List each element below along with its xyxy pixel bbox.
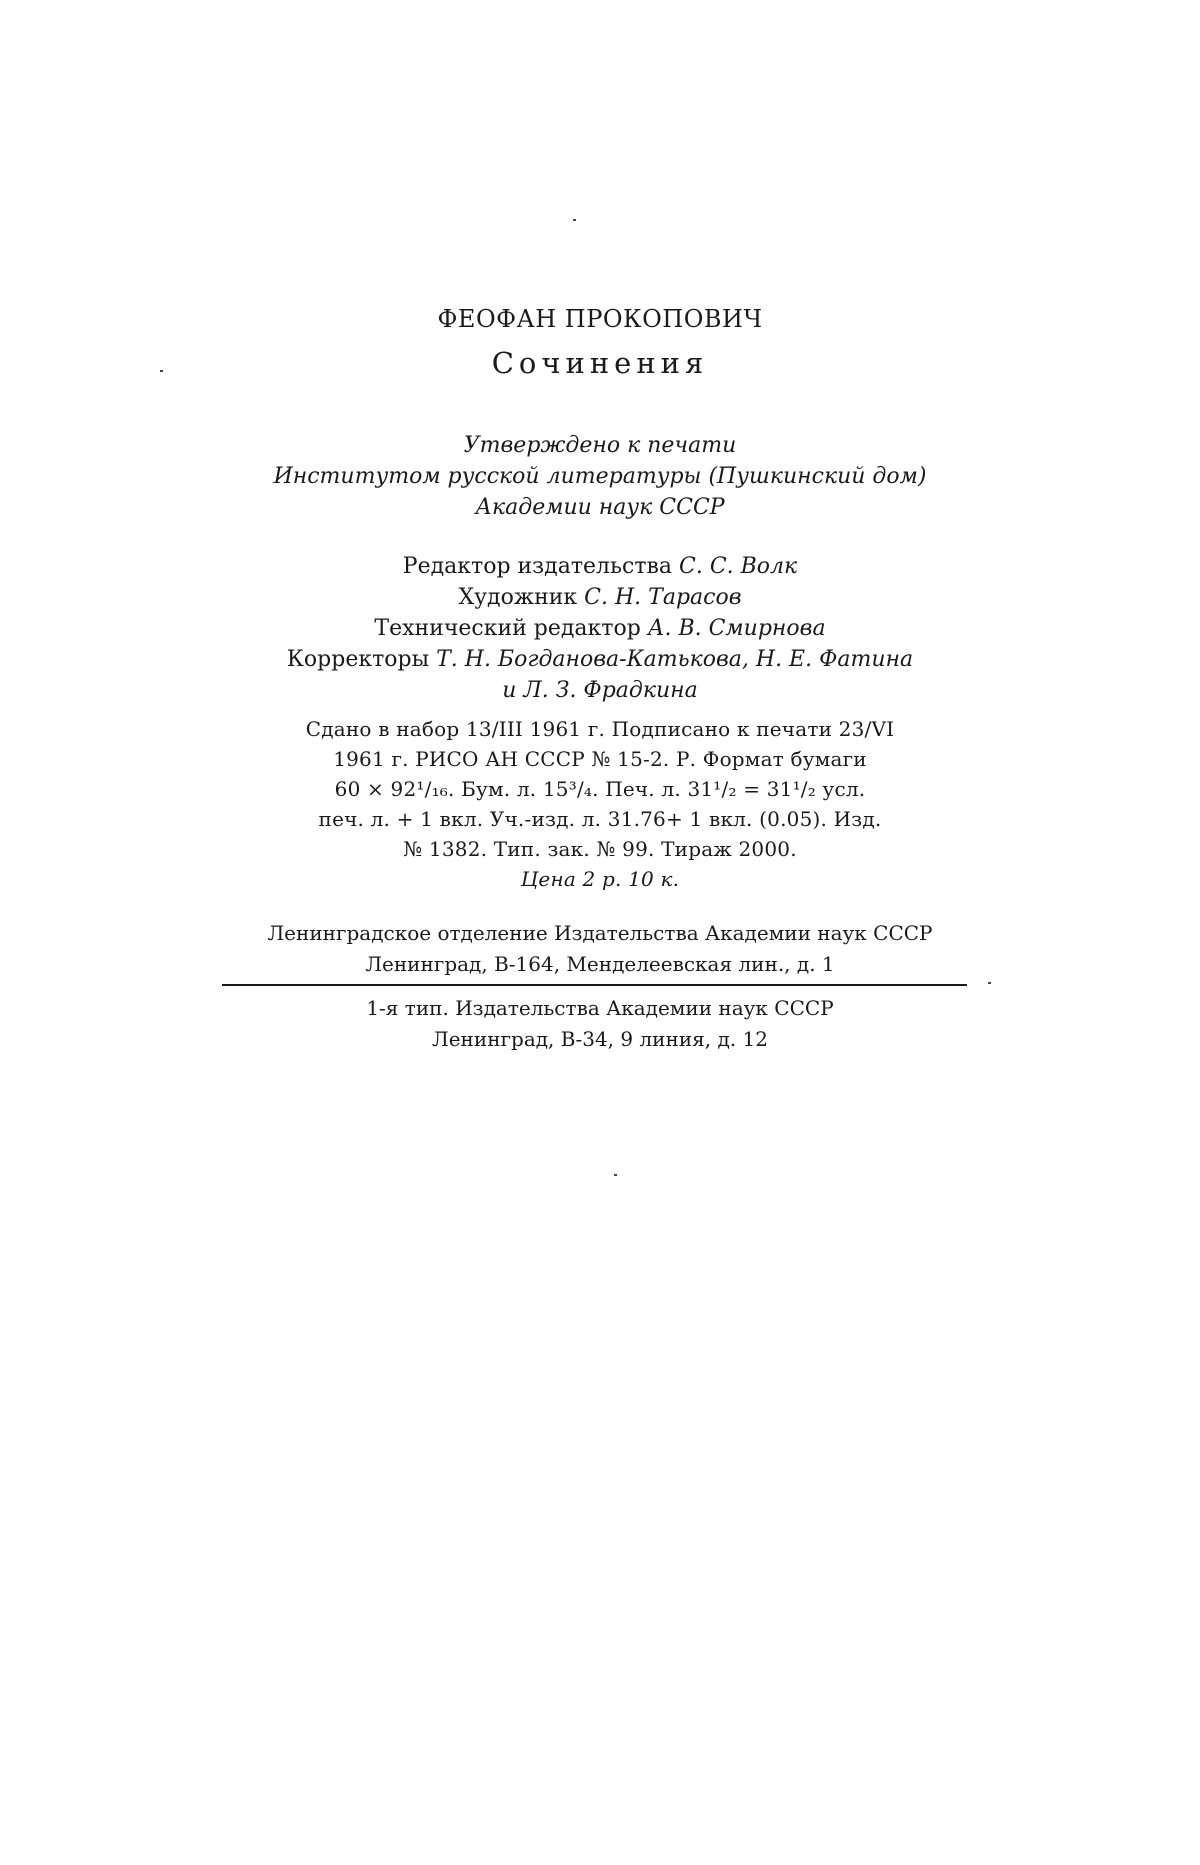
approval-line: Академии наук СССР xyxy=(475,495,725,520)
credit-label: Редактор издательства xyxy=(402,554,672,579)
author-text: ФЕОФАН ПРОКОПОВИЧ xyxy=(437,305,763,333)
approval-line: Институтом русской литературы (Пушкинский дом) xyxy=(273,464,927,489)
credit-proofreaders xyxy=(0,644,1200,675)
imprint-line: 1961 г. РИСО АН СССР № 15-2. Р. Формат бумаги xyxy=(333,747,867,771)
credit-tech-editor xyxy=(0,613,1200,644)
scan-speck xyxy=(614,1174,617,1176)
divider-rule xyxy=(222,984,967,986)
credit-editor xyxy=(0,551,1200,582)
approval-line: Утверждено к печати xyxy=(463,433,737,458)
book-title xyxy=(0,346,1200,380)
credit-label: Художник xyxy=(458,585,578,610)
credit-artist xyxy=(0,582,1200,613)
imprint-line: 60 × 92¹/₁₆. Бум. л. 15³/₄. Печ. л. 31¹/₂ = 31¹/₂ усл. xyxy=(334,777,866,801)
scan-speck xyxy=(988,982,991,984)
credit-label: Корректоры xyxy=(286,647,430,672)
author-name xyxy=(0,305,1200,333)
credit-name: С. С. Волк xyxy=(679,554,798,579)
price: Цена 2 р. 10 к. xyxy=(520,867,680,891)
credit-name: Т. Н. Богданова-Катькова, Н. Е. Фатина xyxy=(436,647,914,672)
printer-address: Ленинград, В-34, 9 линия, д. 12 xyxy=(432,1027,768,1051)
imprint-block xyxy=(0,714,1200,894)
approval-block xyxy=(0,430,1200,523)
imprint-line: печ. л. + 1 вкл. Уч.-изд. л. 31.76+ 1 вкл. (0.05). Изд. xyxy=(318,807,882,831)
publisher-address: Ленинград, В-164, Менделеевская лин., д. 1 xyxy=(365,952,835,976)
printer-block xyxy=(0,993,1200,1055)
publisher-block xyxy=(0,918,1200,980)
credit-name: С. Н. Тарасов xyxy=(584,585,742,610)
credit-name: А. В. Смирнова xyxy=(647,616,826,641)
printer-line: 1-я тип. Издательства Академии наук СССР xyxy=(366,996,834,1020)
scan-speck xyxy=(573,219,576,221)
credits-block xyxy=(0,551,1200,706)
title-text: Сочинения xyxy=(491,346,709,380)
imprint-line: Сдано в набор 13/III 1961 г. Подписано к печати 23/VI xyxy=(305,717,895,741)
imprint-line: № 1382. Тип. зак. № 99. Тираж 2000. xyxy=(403,837,797,861)
publisher-line: Ленинградское отделение Издательства Академии наук СССР xyxy=(267,921,933,945)
credit-label: Технический редактор xyxy=(374,616,641,641)
credit-proofreaders-cont: и Л. З. Фрадкина xyxy=(502,678,698,703)
